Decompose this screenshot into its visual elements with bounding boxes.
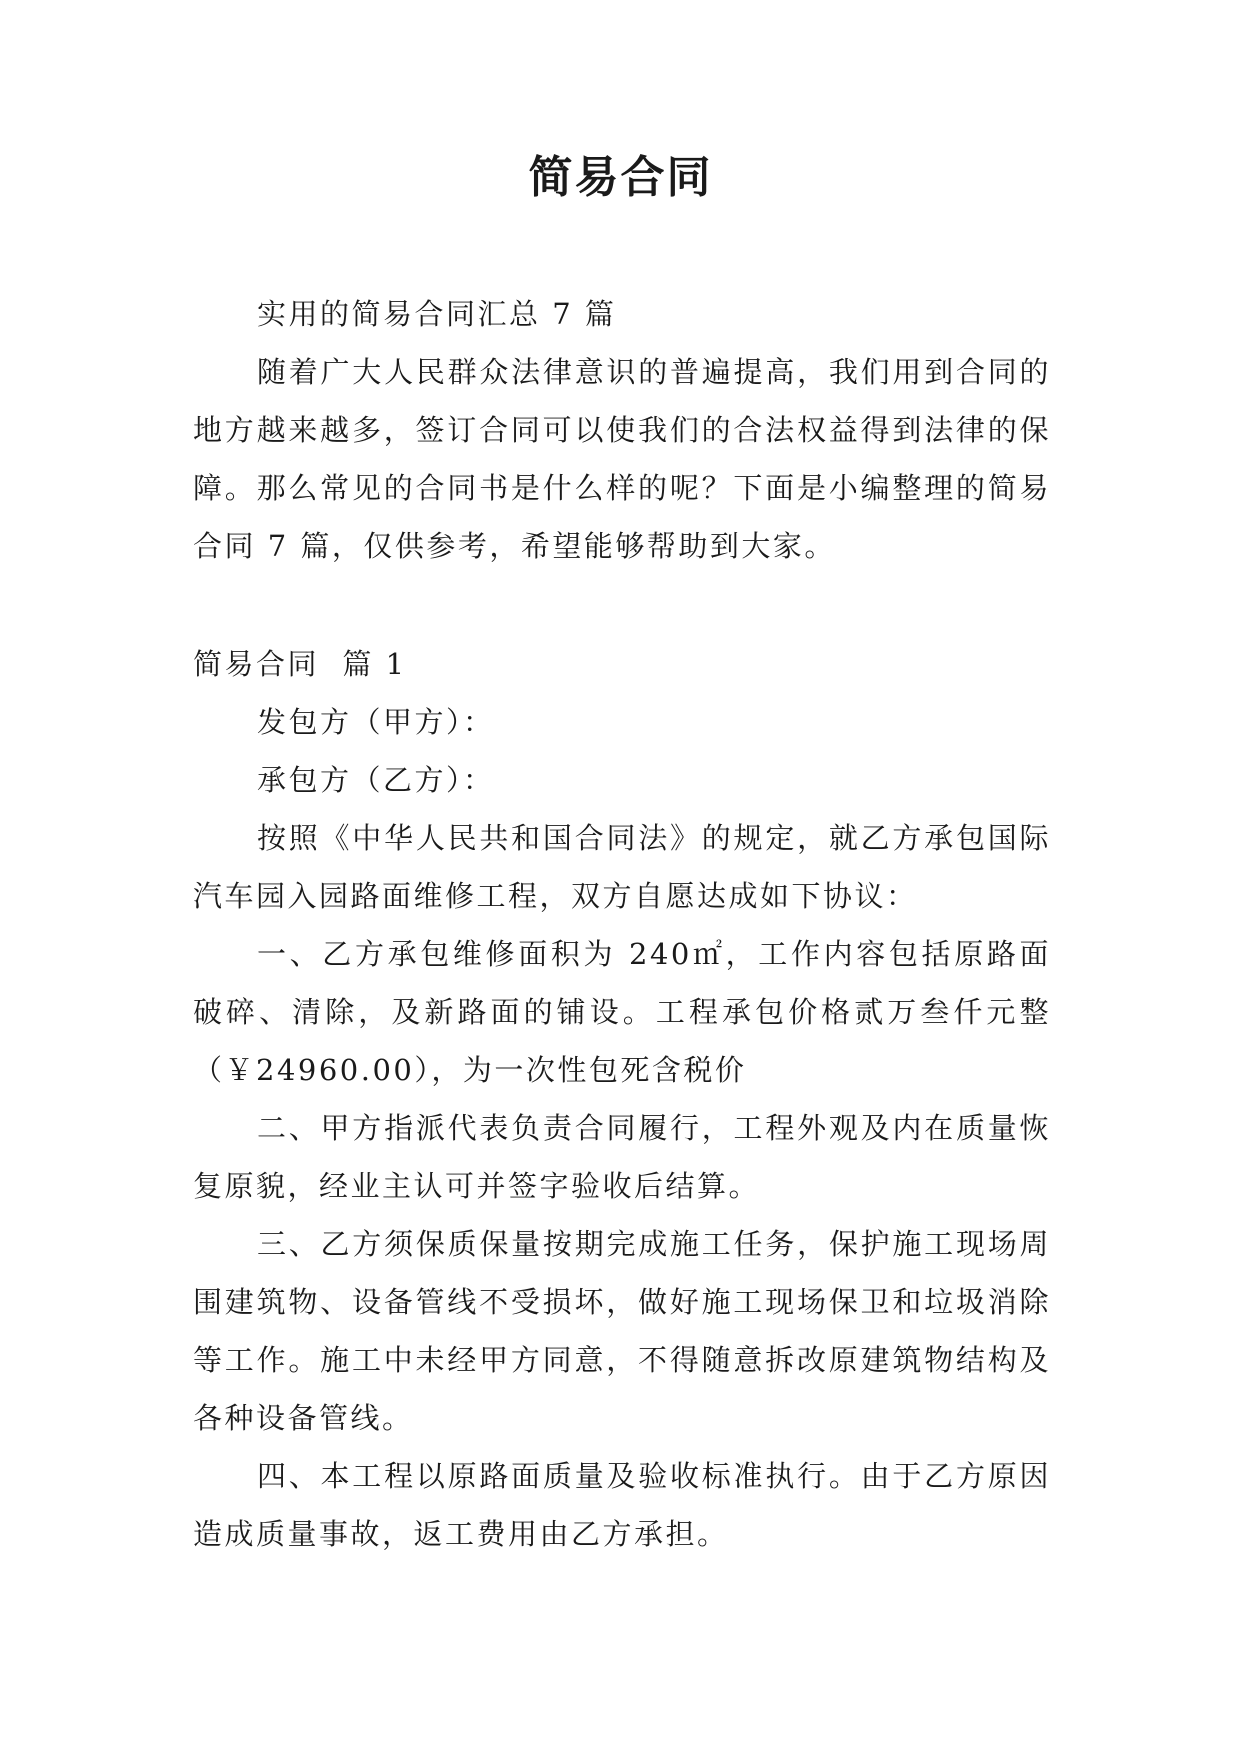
- preamble-paragraph: 按照《中华人民共和国合同法》的规定，就乙方承包国际汽车园入园路面维修工程，双方自愿达成如下协议：: [193, 821, 1051, 913]
- clause-3: 三、乙方须保质保量按期完成施工任务，保护施工现场周围建筑物、设备管线不受损坏，做好施工现场保卫和垃圾消除等工作。施工中未经甲方同意，不得随意拆改原建筑物结构及各种设备管线。: [193, 1227, 1051, 1435]
- intro-paragraph: 随着广大人民群众法律意识的普遍提高，我们用到合同的地方越来越多，签订合同可以使我们的合法权益得到法律的保障。那么常见的合同书是什么样的呢？下面是小编整理的简易合同 7 篇，仅供参考，希望能够帮助到大家。: [193, 355, 1051, 563]
- clause-2: 二、甲方指派代表负责合同履行，工程外观及内在质量恢复原貌，经业主认可并签字验收后结算。: [193, 1111, 1051, 1203]
- contract-section-1: [193, 635, 1051, 1563]
- clause-1: 一、乙方承包维修面积为 240㎡，工作内容包括原路面破碎、清除，及新路面的铺设。工程承包价格贰万叁仟元整（￥24960.00），为一次性包死含税价: [193, 937, 1051, 1087]
- intro-subtitle: 实用的简易合同汇总 7 篇: [257, 297, 617, 331]
- clause-4: 四、本工程以原路面质量及验收标准执行。由于乙方原因造成质量事故，返工费用由乙方承担。: [193, 1459, 1051, 1551]
- intro-section: [193, 285, 1051, 575]
- party-b-line: 承包方（乙方）：: [257, 763, 495, 797]
- document-title: 简易合同: [528, 152, 713, 203]
- party-a-line: 发包方（甲方）：: [257, 705, 495, 739]
- section-heading: 简易合同 篇 1: [193, 647, 407, 681]
